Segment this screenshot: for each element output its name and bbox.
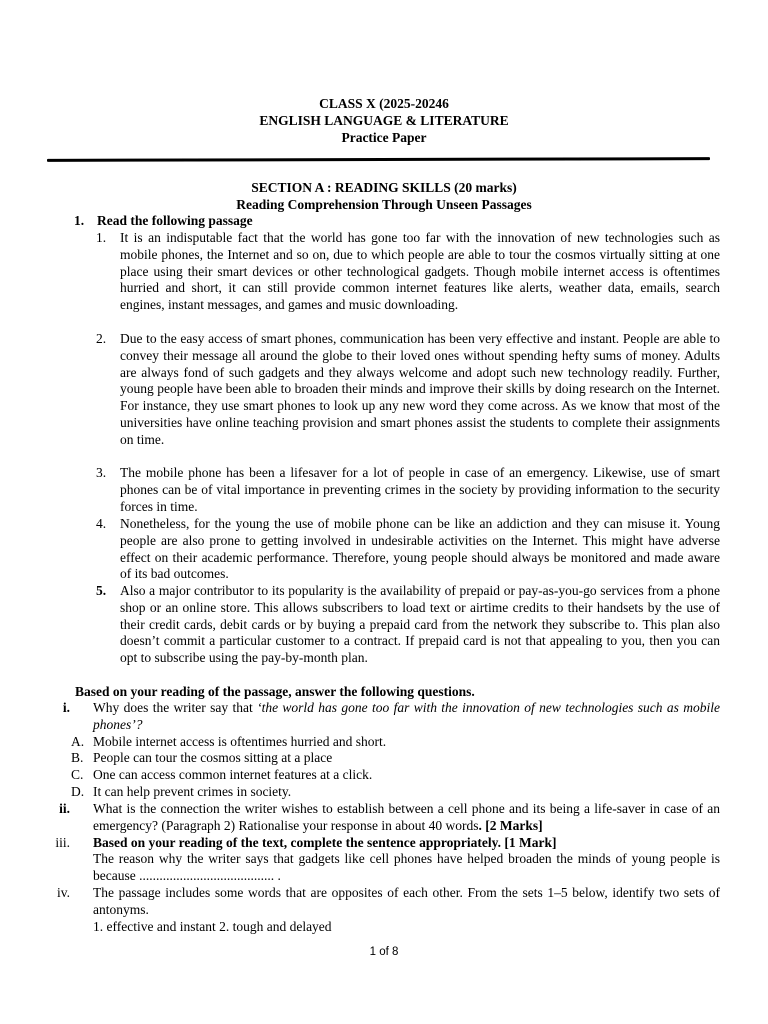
option-letter: D.: [71, 784, 85, 799]
question-i: [0, 700, 720, 734]
paragraph-number: 2.: [96, 331, 107, 346]
class-heading: CLASS X (2025-20246: [319, 96, 449, 111]
antonym-sets: [0, 919, 720, 936]
passage-paragraph-3: [96, 465, 720, 515]
passage-paragraph-5: [96, 583, 720, 667]
option-b: [0, 750, 720, 767]
question-text: What is the connection the writer wishes to establish between a cell phone and its being a life-saver in case of an emergency? (Paragraph 2) Rationalise your response in about 40 words: [93, 801, 720, 833]
question-number: iii.: [55, 835, 70, 850]
antonym-sets-text: 1. effective and instant 2. tough and delayed: [93, 919, 332, 934]
question-1-heading: [74, 212, 253, 229]
header-divider: [47, 157, 710, 162]
question-number: i.: [62, 700, 70, 715]
paragraph-number: 1.: [96, 230, 107, 245]
section-subtitle: Reading Comprehension Through Unseen Passages: [236, 197, 532, 212]
paragraph-text: It is an indisputable fact that the world has gone too far with the innovation of new technologies such as mobile phones, the Internet and so on, due to which people are able to tour the cosmos virtually sitting at one place using their smart devices or other technological gadgets. Though mobile internet access is oftentimes hurried and short, it can still provide common internet features like alerts, weather data, emails, search engines, instant messages, and games and music downloading.: [120, 230, 720, 313]
paragraph-number: 3.: [96, 465, 107, 480]
passage-paragraph-1: [96, 230, 720, 314]
question-quote: ‘the world has gone too far with the innovation of new technologies such as mobile phones’?: [93, 700, 720, 732]
question-iii: iii. Based on your reading of the text, complete the sentence appropriately. [1 Mark]: [0, 835, 720, 852]
paragraph-number: 4.: [96, 516, 107, 531]
option-text: People can tour the cosmos sitting at a place: [93, 750, 333, 765]
paragraph-text: Due to the easy access of smart phones, communication has been very effective and instant. People are able to convey their message all around the globe to their loved ones without spending hefty sums of money. Adults are always fond of such gadgets and they always welcome and adopt such new technology readily. Further, young people have been able to broaden their minds and improve their skills by doing research on the Internet. For instance, they use smart phones to look up any new word they come across. As we know that most of the universities have online teaching provision and smart phones assist the students to complete their assignments on time.: [120, 331, 720, 447]
option-letter: B.: [71, 750, 84, 765]
passage-paragraph-2: [96, 331, 720, 449]
question-text: The reason why the writer says that gadgets like cell phones have helped broaden the minds of young people is because ........................................ .: [93, 851, 720, 883]
paragraph-text: Nonetheless, for the young the use of mobile phone can be like an addiction and they can misuse it. Young people are also prone to getting involved in undesirable activities on the Internet. This might have adverse effect on their academic performance. Therefore, young people should always be monitored and made aware of its bad outcomes.: [120, 516, 720, 582]
section-title: SECTION A : READING SKILLS (20 marks): [251, 180, 517, 195]
option-d: [0, 784, 720, 801]
option-c: [0, 767, 720, 784]
page-number: 1 of 8: [369, 946, 399, 958]
option-letter: C.: [71, 767, 84, 782]
question-text: Why does the writer say that: [93, 700, 258, 715]
question-1-number: 1.: [74, 213, 85, 228]
paragraph-text: The mobile phone has been a lifesaver for a lot of people in case of an emergency. Likewise, use of smart phones can be of vital importance in preventing crimes in the society by providing information to the security forces in time.: [120, 465, 720, 514]
option-text: It can help prevent crimes in society.: [93, 784, 292, 799]
question-text: The passage includes some words that are opposites of each other. From the sets 1–5 below, identify two sets of antonyms.: [93, 885, 720, 917]
question-ii: [0, 801, 720, 835]
paragraph-text: Also a major contributor to its popularity is the availability of prepaid or pay-as-you-go services from a phone shop or an online store. This allows subscribers to load text or airtime credits to their handsets by the use of their credit cards, debit cards or by buying a prepaid card from the network they subscribe to. This plan also doesn’t commit a particular customer to a contract. If prepaid card is not that appealing to you, then you can opt to subscribe using the pay-by-month plan.: [120, 583, 720, 666]
question-number: iv.: [57, 885, 70, 900]
questions-instruction: Based on your reading of the passage, answer the following questions.: [75, 684, 475, 699]
subject-heading: ENGLISH LANGUAGE & LITERATURE: [259, 113, 509, 128]
question-number: ii.: [59, 801, 70, 816]
question-1-label: Read the following passage: [97, 213, 253, 228]
question-iii-body: [0, 851, 720, 885]
option-letter: A.: [71, 734, 85, 749]
option-text: One can access common internet features at a click.: [93, 767, 373, 782]
paper-type-heading: Practice Paper: [341, 130, 427, 145]
question-marks: . [2 Marks]: [478, 817, 543, 833]
paragraph-number: 5.: [96, 583, 107, 598]
question-instruction: Based on your reading of the text, complete the sentence appropriately: [93, 835, 498, 850]
option-text: Mobile internet access is oftentimes hurried and short.: [93, 734, 387, 749]
passage-paragraph-4: [96, 516, 720, 583]
question-iv: [0, 885, 720, 919]
option-a: [0, 734, 720, 751]
